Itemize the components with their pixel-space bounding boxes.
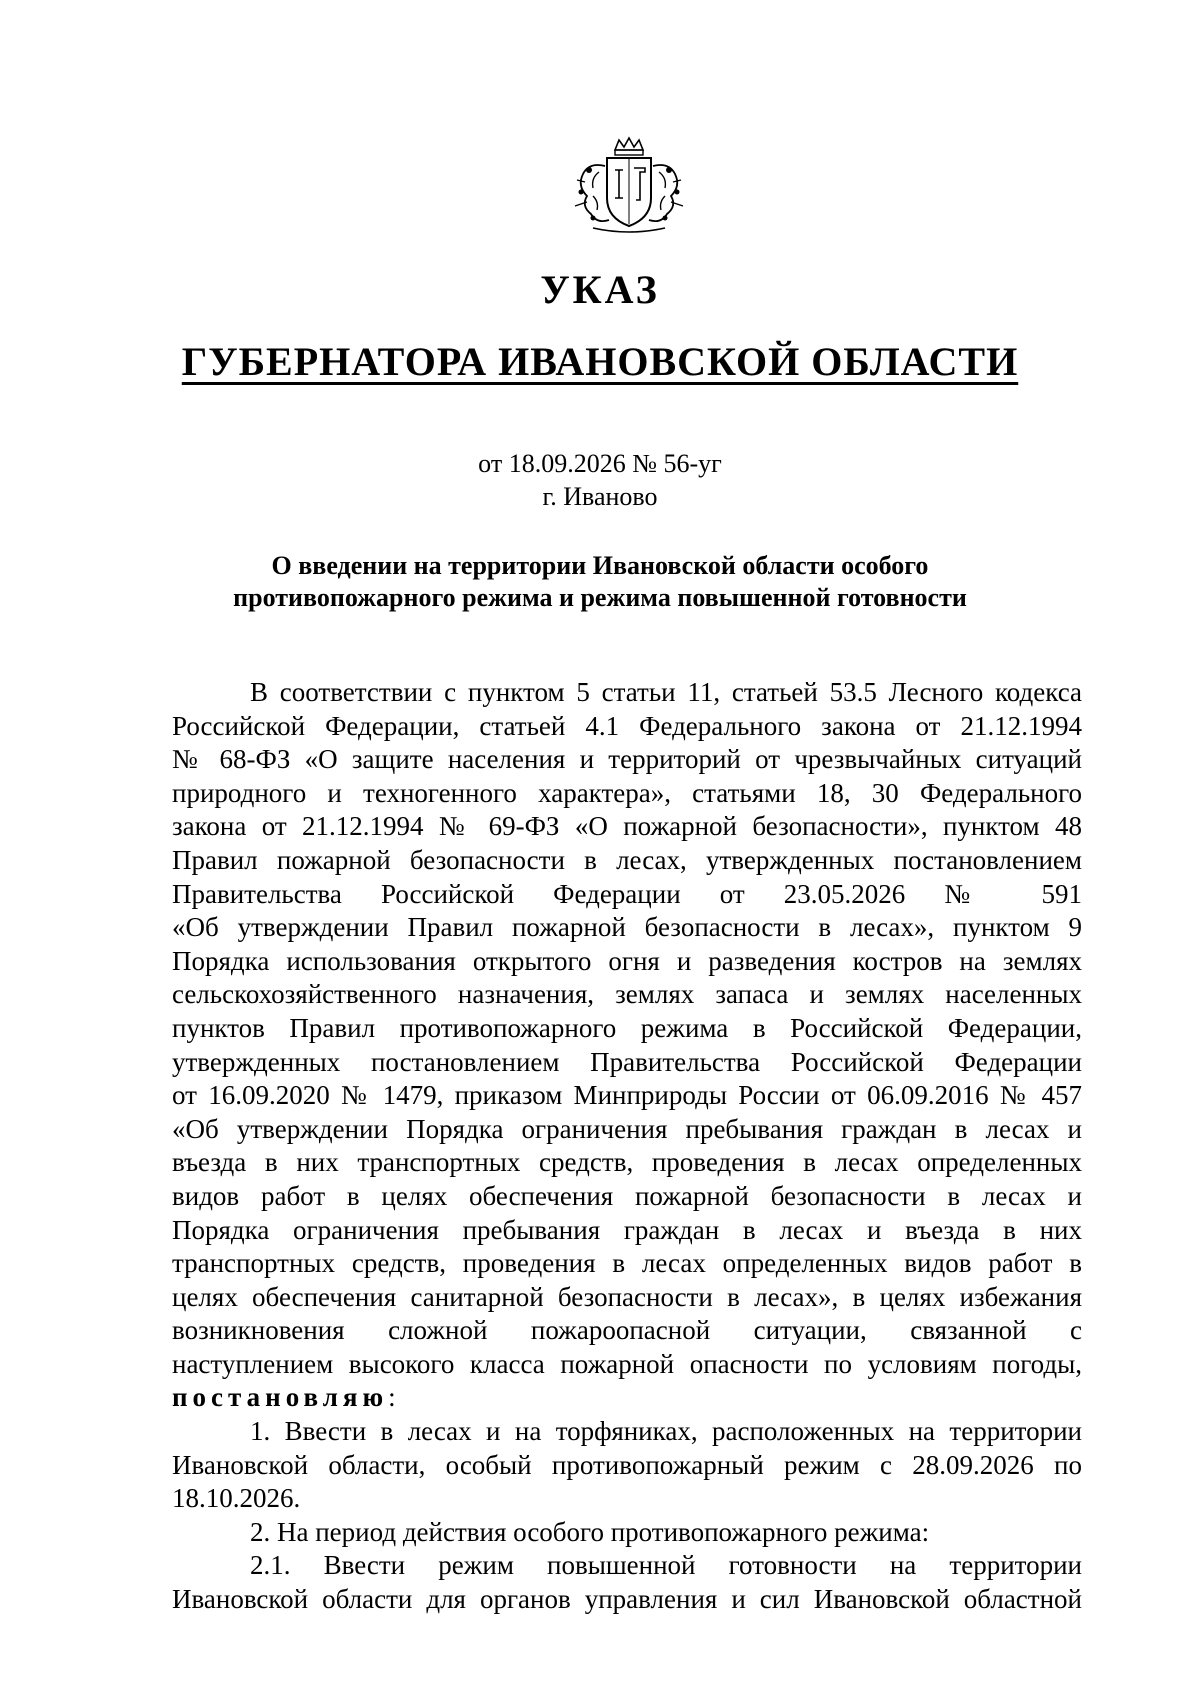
document-body — [172, 676, 1082, 1617]
item-line: 18.10.2026. — [172, 1483, 301, 1514]
item-line: 2.1. Ввести режим повышенной готовности на территории — [250, 1550, 1082, 1581]
coat-of-arms — [563, 136, 695, 238]
date-number: от 18.09.2026 № 56-уг — [478, 449, 722, 478]
decree-line — [172, 1381, 1082, 1415]
city: г. Иваново — [542, 482, 658, 511]
item-line: 2. На период действия особого противопожарного режима: — [250, 1516, 930, 1547]
body-line: Порядка ограничения пребывания граждан в лесах и въезда в них — [172, 1214, 1082, 1245]
body-line: В соответствии с пунктом 5 статьи 11, статьей 53.5 Лесного кодекса — [250, 677, 1082, 707]
decree-word: постановляю — [172, 1382, 389, 1413]
body-line: утвержденных постановлением Правительства Российской Федерации — [172, 1046, 1082, 1077]
body-line: наступлением высокого класса пожарной опасности по условиям погоды, — [172, 1348, 1082, 1379]
subject-line: противопожарного режима и режима повышенной готовности — [233, 583, 967, 612]
body-line: сельскохозяйственного назначения, землях запаса и землях населенных — [172, 979, 1082, 1010]
body-line: целях обеспечения санитарной безопасности в лесах», в целях избежания — [172, 1281, 1082, 1312]
item-line: Ивановской области, особый противопожарный режим с 28.09.2026 по — [172, 1449, 1082, 1480]
ivanovo-coat-of-arms-icon — [563, 136, 695, 238]
body-line: пунктов Правил противопожарного режима в Российской Федерации, — [172, 1012, 1082, 1043]
body-line: Правительства Российской Федерации от 23.05.2026 № 591 — [172, 878, 1082, 909]
body-line: № 68-ФЗ «О защите населения и территорий от чрезвычайных ситуаций — [172, 744, 1082, 775]
body-line: Российской Федерации, статьей 4.1 Федерального закона от 21.12.1994 — [172, 710, 1082, 741]
body-line: от 16.09.2020 № 1479, приказом Минприроды России от 06.09.2016 № 457 — [172, 1080, 1082, 1111]
body-line: природного и техногенного характера», статьями 18, 30 Федерального — [172, 777, 1082, 808]
item-line: 1. Ввести в лесах и на торфяниках, расположенных на территории — [250, 1416, 1082, 1447]
body-line: «Об утверждении Порядка ограничения пребывания граждан в лесах и — [172, 1113, 1082, 1144]
issuer-title: ГУБЕРНАТОРА ИВАНОВСКОЙ ОБЛАСТИ — [181, 339, 1019, 384]
body-line: «Об утверждении Правил пожарной безопасности в лесах», пунктом 9 — [172, 912, 1082, 943]
body-line: Порядка использования открытого огня и разведения костров на землях — [172, 945, 1082, 976]
body-line: видов работ в целях обеспечения пожарной безопасности в лесах и — [172, 1180, 1082, 1211]
document-subject — [0, 550, 1200, 614]
body-line: транспортных средств, проведения в лесах определенных видов работ в — [172, 1248, 1082, 1279]
body-line: возникновения сложной пожароопасной ситуации, связанной с — [172, 1315, 1082, 1346]
document-type-title: УКАЗ — [540, 267, 660, 312]
decree-colon: : — [388, 1382, 396, 1413]
body-line: закона от 21.12.1994 № 69-ФЗ «О пожарной безопасности», пунктом 48 — [172, 811, 1082, 842]
body-line: Правил пожарной безопасности в лесах, утвержденных постановлением — [172, 844, 1082, 875]
body-line: въезда в них транспортных средств, проведения в лесах определенных — [172, 1147, 1082, 1178]
subject-line: О введении на территории Ивановской области особого — [271, 551, 929, 580]
item-line: Ивановской области для органов управления и сил Ивановской областной — [172, 1584, 1082, 1615]
